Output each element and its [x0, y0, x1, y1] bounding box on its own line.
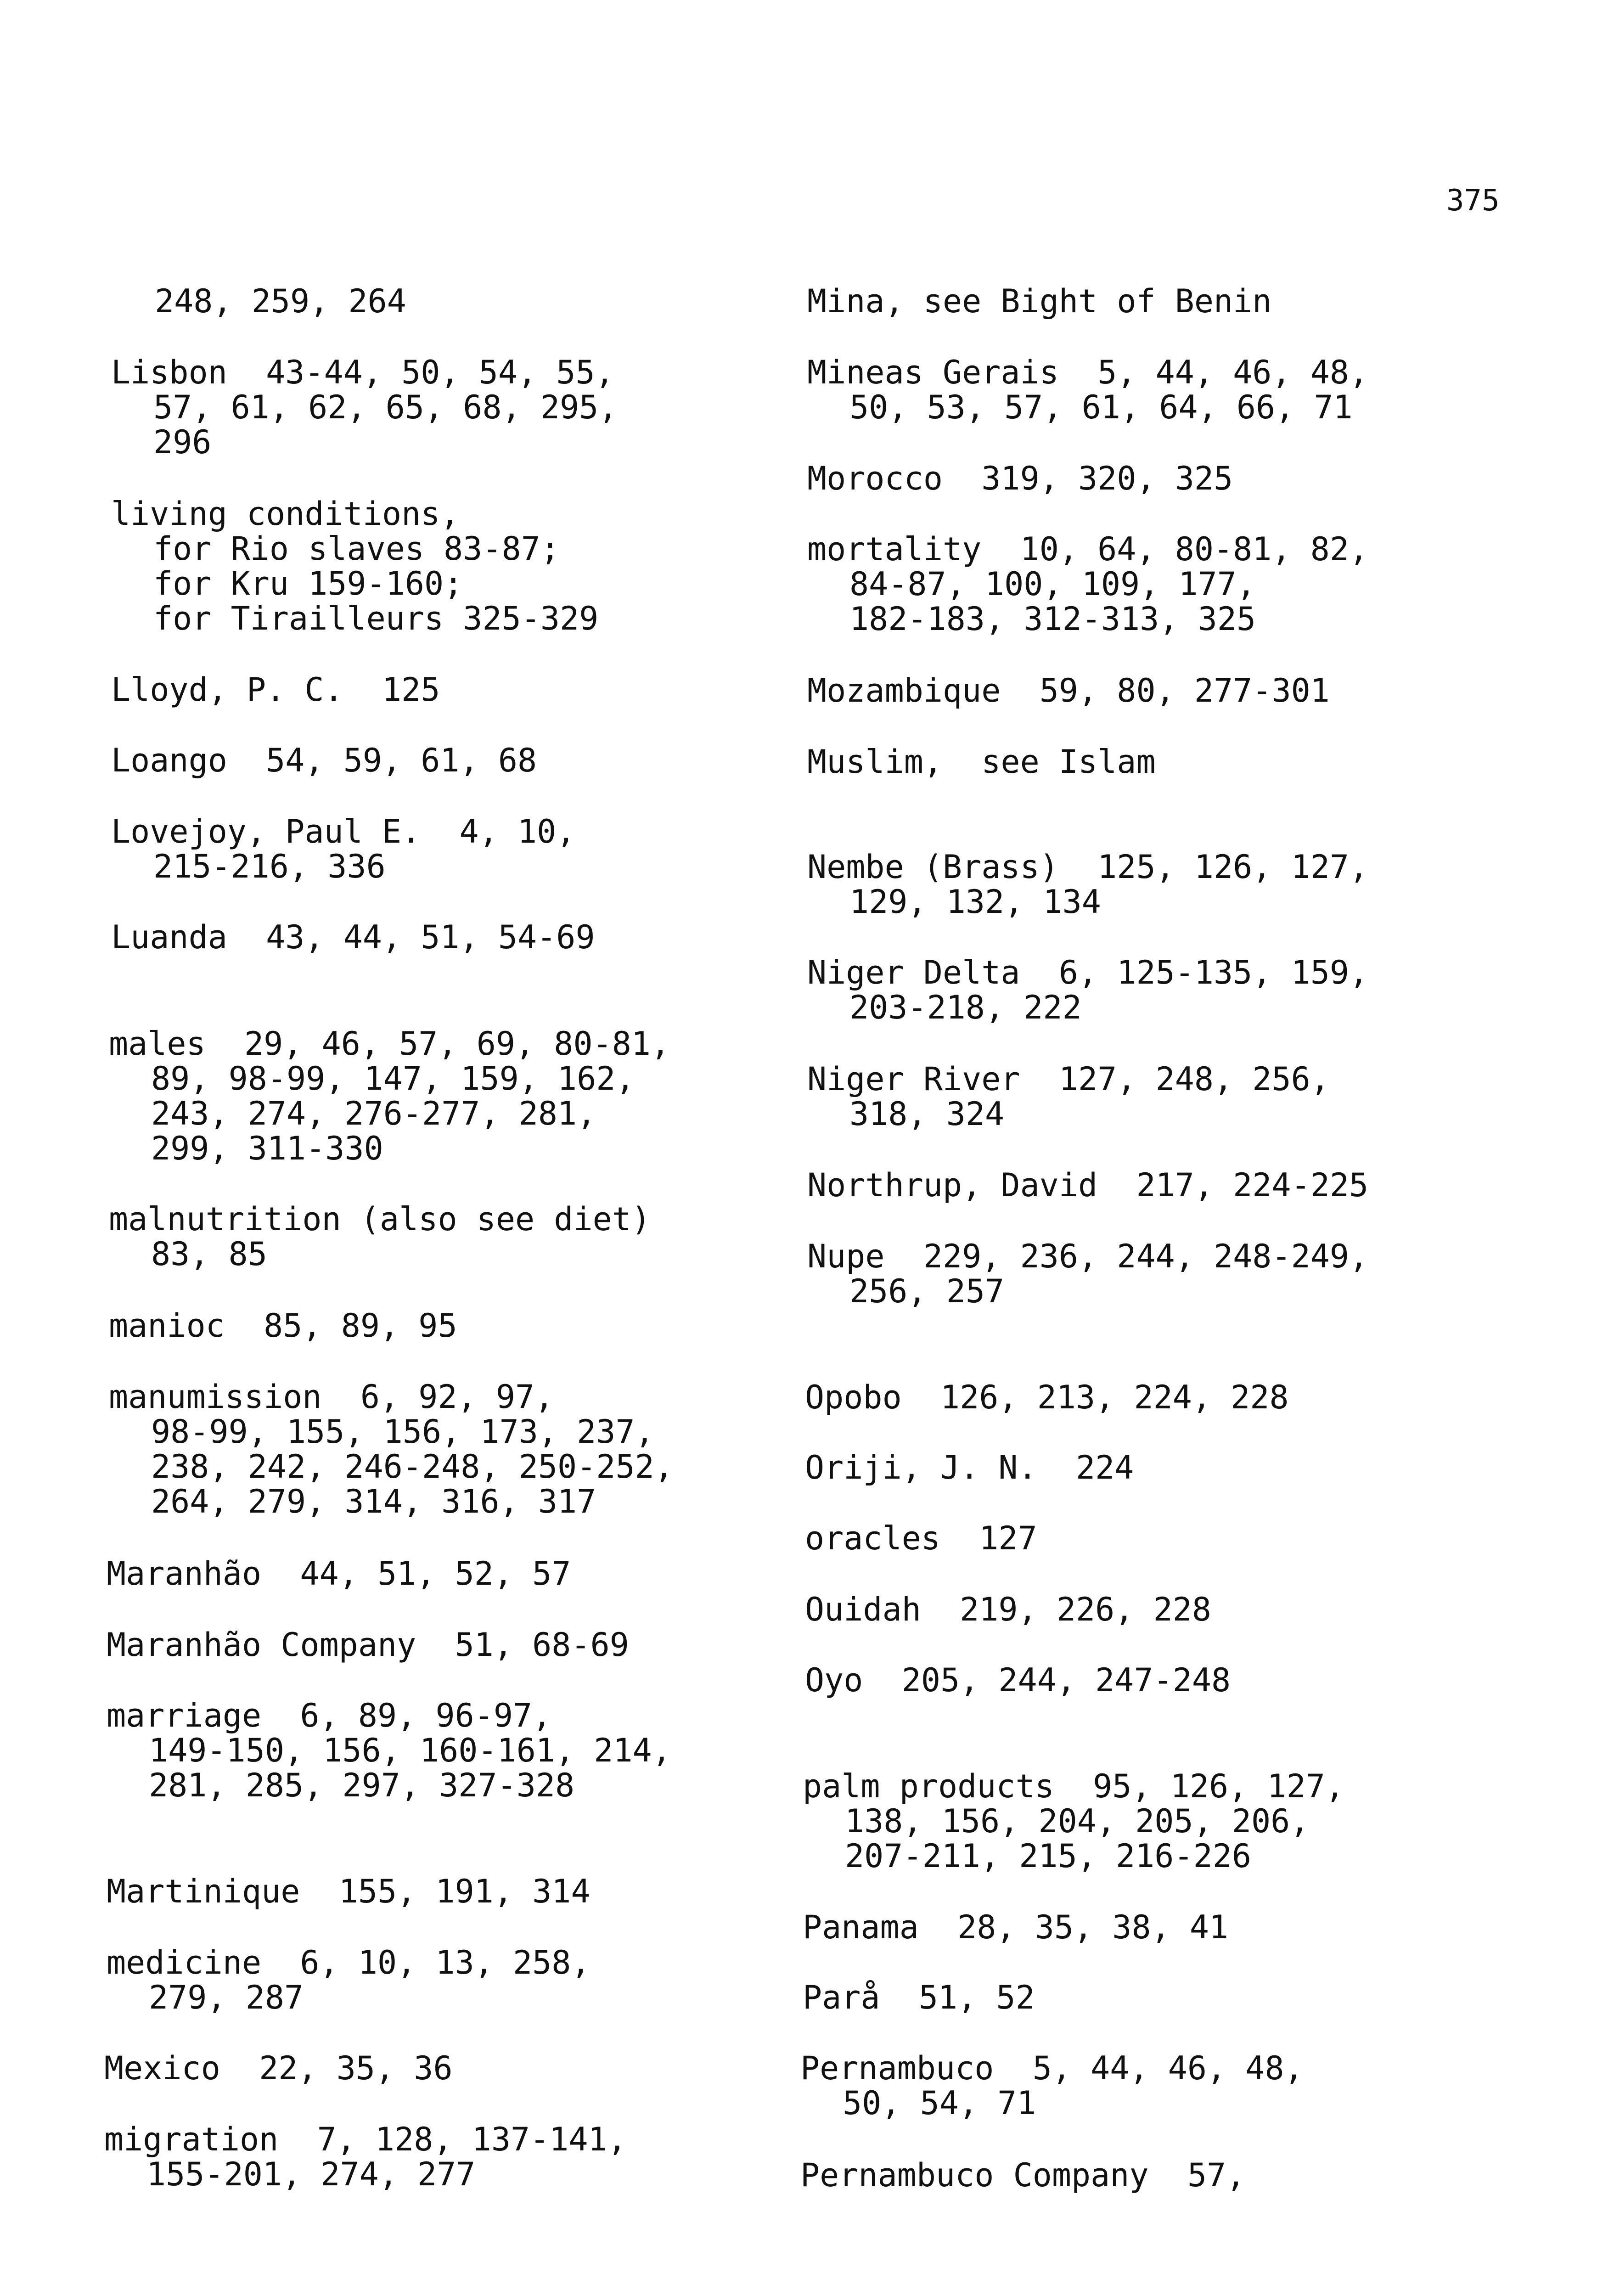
entry-heading-line: manumission 6, 92, 97, — [109, 1378, 554, 1416]
left-column-entry — [111, 672, 440, 707]
right-column-entry — [803, 1769, 1344, 1874]
left-column-entry — [107, 1945, 590, 2015]
right-column-entry — [805, 1663, 1231, 1698]
entry-heading-line: Lloyd, P. C. 125 — [111, 671, 440, 709]
entry-heading-line: Northrup, David 217, 224-225 — [807, 1166, 1369, 1204]
entry-continuation-line: 138, 156, 204, 205, 206, — [845, 1802, 1310, 1840]
right-column-entry — [805, 1592, 1211, 1627]
entry-continuation-line: 264, 279, 314, 316, 317 — [151, 1483, 596, 1520]
left-column-entry — [111, 743, 537, 778]
entry-heading-line: palm products 95, 126, 127, — [803, 1767, 1345, 1805]
entry-heading-line: Ouidah 219, 226, 228 — [805, 1591, 1212, 1628]
entry-continuation-line: 296 — [153, 423, 212, 461]
entry-heading-line: Lovejoy, Paul E. 4, 10, — [111, 813, 576, 850]
entry-heading-line: Oriji, J. N. 224 — [805, 1449, 1134, 1486]
entry-heading-line: marriage 6, 89, 96-97, — [107, 1697, 552, 1734]
entry-heading-line: Morocco 319, 320, 325 — [807, 460, 1233, 497]
right-column-entry — [807, 1062, 1330, 1131]
entry-continuation-line: for Kru 159-160; — [153, 565, 463, 602]
right-column-entry — [800, 2158, 1245, 2193]
entry-heading-line: Maranhão Company 51, 68-69 — [107, 1626, 629, 1664]
left-column-entry — [155, 284, 406, 319]
entry-heading-line: malnutrition (also see diet) — [109, 1200, 651, 1238]
left-column-entry — [107, 1874, 590, 1909]
right-column-entry — [807, 355, 1368, 425]
right-column-entry — [805, 1450, 1134, 1485]
entry-heading-line: Oyo 205, 244, 247-248 — [805, 1661, 1231, 1699]
entry-continuation-line: 50, 54, 71 — [843, 2084, 1036, 2122]
left-column-entry — [111, 814, 575, 884]
right-column-entry — [807, 284, 1271, 319]
left-column-entry — [111, 920, 595, 955]
entry-heading-line: Niger Delta 6, 125-135, 159, — [807, 954, 1369, 991]
entry-heading-line: males 29, 46, 57, 69, 80-81, — [109, 1025, 670, 1063]
entry-heading-line: Mozambique 59, 80, 277-301 — [807, 672, 1330, 709]
entry-heading-line: Martinique 155, 191, 314 — [107, 1873, 590, 1910]
entry-heading-line: migration 7, 128, 137-141, — [104, 2121, 627, 2158]
entry-heading-line: mortality 10, 64, 80-81, 82, — [807, 530, 1369, 568]
entry-continuation-line: 84-87, 100, 109, 177, — [849, 565, 1256, 603]
entry-continuation-line: 83, 85 — [151, 1235, 267, 1273]
entry-heading-line: Nembe (Brass) 125, 126, 127, — [807, 848, 1369, 886]
left-column-entry — [107, 1556, 571, 1591]
entry-heading-line: Nupe 229, 236, 244, 248-249, — [807, 1238, 1369, 1275]
entry-continuation-line: 50, 53, 57, 61, 64, 66, 71 — [849, 388, 1353, 426]
entry-heading-line: Maranhão 44, 51, 52, 57 — [107, 1555, 571, 1593]
entry-heading-line: living conditions, — [111, 495, 460, 533]
left-column-entry — [111, 496, 598, 636]
right-column-entry — [807, 532, 1368, 636]
entry-continuation-line: 243, 274, 276-277, 281, — [151, 1095, 596, 1132]
right-column-entry — [807, 461, 1233, 496]
entry-continuation-line: 281, 285, 297, 327-328 — [149, 1767, 575, 1804]
right-column-entry — [805, 1521, 1037, 1556]
left-column-entry — [109, 1308, 457, 1343]
right-column-entry — [807, 1168, 1368, 1203]
right-column-entry — [807, 850, 1368, 919]
entry-heading-line: Parå 51, 52 — [803, 1979, 1035, 2016]
right-column-entry — [803, 1980, 1035, 2015]
entry-continuation-line: 89, 98-99, 147, 159, 162, — [151, 1060, 635, 1097]
entry-heading-line: Loango 54, 59, 61, 68 — [111, 742, 537, 779]
left-column-entry — [107, 1698, 671, 1803]
right-column-entry — [807, 1239, 1368, 1309]
right-column-entry — [807, 744, 1156, 779]
right-column-entry — [805, 1380, 1289, 1415]
entry-heading-line: oracles 127 — [805, 1519, 1037, 1557]
page-number: 375 — [1446, 184, 1500, 218]
entry-heading-line: Lisbon 43-44, 50, 54, 55, — [111, 354, 614, 391]
entry-continuation-line: 299, 311-330 — [151, 1130, 383, 1167]
entry-heading-line: Panama 28, 35, 38, 41 — [803, 1908, 1229, 1946]
entry-continuation-line: 129, 132, 134 — [849, 883, 1101, 921]
right-column-entry — [807, 673, 1330, 708]
left-column-entry — [107, 1627, 629, 1662]
entry-heading-line: Opobo 126, 213, 224, 228 — [805, 1379, 1289, 1416]
entry-heading-line: Luanda 43, 44, 51, 54-69 — [111, 918, 595, 956]
right-column-entry — [807, 955, 1368, 1025]
left-column-entry — [111, 355, 618, 460]
entry-continuation-line: 318, 324 — [849, 1095, 1005, 1133]
left-column-entry — [104, 2051, 453, 2086]
entry-continuation-line: 57, 61, 62, 65, 68, 295, — [153, 388, 618, 426]
entry-continuation-line: for Rio slaves 83-87; — [153, 530, 560, 568]
entry-heading-line: Pernambuco 5, 44, 46, 48, — [800, 2049, 1304, 2087]
entry-heading-line: Mineas Gerais 5, 44, 46, 48, — [807, 354, 1369, 391]
entry-continuation-line: 256, 257 — [849, 1272, 1005, 1310]
entry-continuation-line: 238, 242, 246-248, 250-252, — [151, 1448, 674, 1486]
left-column-entry — [109, 1202, 651, 1272]
entry-heading-line: 248, 259, 264 — [155, 282, 406, 320]
entry-heading-line: medicine 6, 10, 13, 258, — [107, 1944, 590, 1981]
entry-heading-line: Mexico 22, 35, 36 — [104, 2049, 453, 2087]
entry-continuation-line: 215-216, 336 — [153, 848, 386, 885]
entry-heading-line: Mina, see Bight of Benin — [807, 282, 1272, 320]
left-column-entry — [104, 2122, 627, 2192]
right-column-entry — [800, 2051, 1304, 2121]
entry-continuation-line: 279, 287 — [149, 1979, 304, 2016]
entry-continuation-line: 207-211, 215, 216-226 — [845, 1837, 1252, 1875]
entry-continuation-line: for Tirailleurs 325-329 — [153, 600, 599, 637]
entry-heading-line: manioc 85, 89, 95 — [109, 1307, 457, 1345]
entry-continuation-line: 149-150, 156, 160-161, 214, — [149, 1732, 671, 1769]
entry-heading-line: Pernambuco Company 57, — [800, 2156, 1246, 2194]
entry-heading-line: Niger River 127, 248, 256, — [807, 1060, 1330, 1098]
entry-continuation-line: 203-218, 222 — [849, 989, 1082, 1026]
right-column-entry — [803, 1910, 1228, 1945]
left-column-entry — [109, 1379, 674, 1519]
entry-heading-line: Muslim, see Islam — [807, 743, 1156, 781]
entry-continuation-line: 155-201, 274, 277 — [146, 2155, 476, 2193]
entry-continuation-line: 182-183, 312-313, 325 — [849, 600, 1256, 638]
left-column-entry — [109, 1026, 670, 1166]
entry-continuation-line: 98-99, 155, 156, 173, 237, — [151, 1413, 654, 1451]
